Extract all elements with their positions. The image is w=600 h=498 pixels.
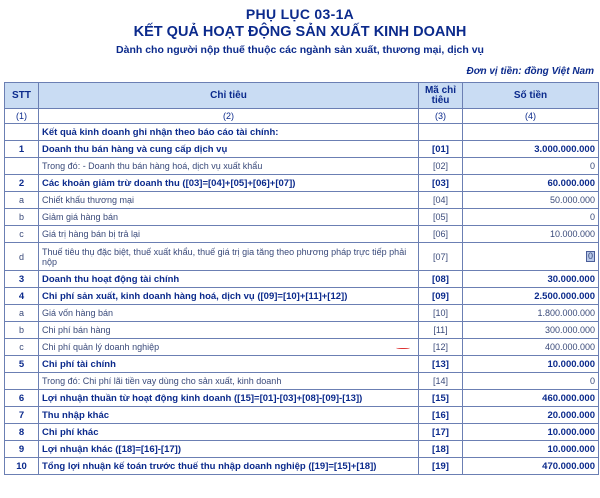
row-amount-input[interactable]: 300.000.000: [463, 322, 599, 339]
row-stt: 10: [5, 458, 39, 475]
row-code: [02]: [419, 158, 463, 175]
column-header-code: Mã chỉ tiêu: [419, 83, 463, 109]
column-index: (4): [463, 109, 599, 124]
column-header-indicator: Chỉ tiêu: [39, 83, 419, 109]
table-row: [5, 288, 599, 305]
column-header-amount: Số tiền: [463, 83, 599, 109]
column-index: (1): [5, 109, 39, 124]
row-stt: 1: [5, 141, 39, 158]
table-row: [5, 124, 599, 141]
row-amount-input[interactable]: 0: [463, 158, 599, 175]
text-cursor-selection[interactable]: 0: [587, 251, 593, 261]
row-code: [14]: [419, 373, 463, 390]
row-stt: 8: [5, 424, 39, 441]
row-code: [13]: [419, 356, 463, 373]
row-code: [17]: [419, 424, 463, 441]
row-indicator: Giá vốn hàng bán: [39, 305, 419, 322]
row-stt: c: [5, 339, 39, 356]
row-amount-input[interactable]: [463, 243, 599, 271]
table-row: [5, 339, 599, 356]
row-indicator: Chi phí bán hàng: [39, 322, 419, 339]
row-stt: b: [5, 209, 39, 226]
table-row: [5, 141, 599, 158]
row-amount-input[interactable]: 30.000.000: [463, 271, 599, 288]
table-row: [5, 407, 599, 424]
row-stt: 5: [5, 356, 39, 373]
row-stt: a: [5, 305, 39, 322]
row-code: [11]: [419, 322, 463, 339]
row-code: [09]: [419, 288, 463, 305]
row-amount-input[interactable]: 0: [463, 209, 599, 226]
report-subtitle: Dành cho người nộp thuế thuộc các ngành sản xuất, thương mại, dịch vụ: [116, 44, 484, 56]
row-amount-input[interactable]: 400.000.000: [463, 339, 599, 356]
row-indicator: Chiết khấu thương mại: [39, 192, 419, 209]
table-row: [5, 373, 599, 390]
row-stt: a: [5, 192, 39, 209]
row-amount: 470.000.000: [463, 458, 599, 475]
row-stt: [5, 158, 39, 175]
row-indicator: Thuế tiêu thụ đặc biệt, thuế xuất khẩu, thuế giá trị gia tăng theo phương pháp trực tiếp phải nộp: [39, 243, 419, 271]
report-title: KẾT QUẢ HOẠT ĐỘNG SẢN XUẤT KINH DOANH: [133, 24, 467, 40]
column-index: (3): [419, 109, 463, 124]
row-code: [18]: [419, 441, 463, 458]
table-row: [5, 356, 599, 373]
table-row: [5, 243, 599, 271]
row-code: [419, 124, 463, 141]
row-stt: 3: [5, 271, 39, 288]
row-code: [03]: [419, 175, 463, 192]
row-indicator: Trong đó: Chi phí lãi tiền vay dùng cho sản xuất, kinh doanh: [39, 373, 419, 390]
row-code: [12]: [419, 339, 463, 356]
row-amount-input[interactable]: 3.000.000.000: [463, 141, 599, 158]
row-stt: 7: [5, 407, 39, 424]
row-amount: [463, 124, 599, 141]
row-amount-input[interactable]: 0: [463, 373, 599, 390]
table-row: [5, 192, 599, 209]
row-indicator: Tổng lợi nhuận kế toán trước thuế thu nhập doanh nghiệp ([19]=[15]+[18]): [39, 458, 419, 475]
column-index-row: [5, 109, 599, 124]
row-amount: 10.000.000: [463, 441, 599, 458]
row-code: [19]: [419, 458, 463, 475]
spellcheck-underline: [396, 346, 410, 349]
row-indicator: Chi phí sản xuất, kinh doanh hàng hoá, dịch vụ ([09]=[10]+[11]+[12]): [39, 288, 419, 305]
row-stt: 4: [5, 288, 39, 305]
row-stt: d: [5, 243, 39, 271]
row-amount-input[interactable]: 10.000.000: [463, 424, 599, 441]
row-amount-input[interactable]: 1.800.000.000: [463, 305, 599, 322]
row-code: [10]: [419, 305, 463, 322]
table-row: [5, 175, 599, 192]
row-code: [07]: [419, 243, 463, 271]
table-header-row: [5, 83, 599, 109]
column-index: (2): [39, 109, 419, 124]
row-amount: 460.000.000: [463, 390, 599, 407]
row-stt: [5, 124, 39, 141]
table-row: [5, 458, 599, 475]
row-amount-input[interactable]: 20.000.000: [463, 407, 599, 424]
row-code: [06]: [419, 226, 463, 243]
row-stt: c: [5, 226, 39, 243]
row-indicator: Giảm giá hàng bán: [39, 209, 419, 226]
row-indicator: Lợi nhuận khác ([18]=[16]-[17]): [39, 441, 419, 458]
row-stt: 2: [5, 175, 39, 192]
row-indicator: Doanh thu hoạt động tài chính: [39, 271, 419, 288]
row-indicator: Chi phí khác: [39, 424, 419, 441]
table-row: [5, 158, 599, 175]
table-row: [5, 271, 599, 288]
row-amount-input[interactable]: 10.000.000: [463, 226, 599, 243]
currency-unit: Đơn vị tiền: đồng Việt Nam: [466, 66, 594, 77]
row-code: [05]: [419, 209, 463, 226]
table-row: [5, 390, 599, 407]
row-code: [15]: [419, 390, 463, 407]
row-stt: b: [5, 322, 39, 339]
row-amount: 2.500.000.000: [463, 288, 599, 305]
results-table: [4, 82, 599, 475]
table-row: [5, 424, 599, 441]
appendix-label: PHỤ LỤC 03-1A: [245, 6, 355, 22]
table-row: [5, 226, 599, 243]
row-indicator: Chi phí quản lý doanh nghiệp: [39, 339, 419, 356]
row-indicator: Lợi nhuận thuần từ hoạt động kinh doanh ([15]=[01]-[03]+[08]-[09]-[13]): [39, 390, 419, 407]
row-indicator: Giá trị hàng bán bị trả lại: [39, 226, 419, 243]
row-indicator: Trong đó: - Doanh thu bán hàng hoá, dịch vụ xuất khẩu: [39, 158, 419, 175]
row-indicator: Kết quả kinh doanh ghi nhận theo báo cáo tài chính:: [39, 124, 419, 141]
row-indicator: Doanh thu bán hàng và cung cấp dịch vụ: [39, 141, 419, 158]
row-indicator: Thu nhập khác: [39, 407, 419, 424]
row-stt: 6: [5, 390, 39, 407]
row-code: [08]: [419, 271, 463, 288]
row-amount: 60.000.000: [463, 175, 599, 192]
row-indicator: Các khoản giảm trừ doanh thu ([03]=[04]+[05]+[06]+[07]): [39, 175, 419, 192]
row-indicator: Chi phí tài chính: [39, 356, 419, 373]
table-row: [5, 209, 599, 226]
row-code: [04]: [419, 192, 463, 209]
table-row: [5, 322, 599, 339]
row-amount-input[interactable]: 10.000.000: [463, 356, 599, 373]
table-row: [5, 441, 599, 458]
row-amount-input[interactable]: 50.000.000: [463, 192, 599, 209]
row-stt: 9: [5, 441, 39, 458]
row-stt: [5, 373, 39, 390]
table-row: [5, 305, 599, 322]
row-code: [16]: [419, 407, 463, 424]
row-code: [01]: [419, 141, 463, 158]
column-header-stt: STT: [5, 83, 39, 109]
